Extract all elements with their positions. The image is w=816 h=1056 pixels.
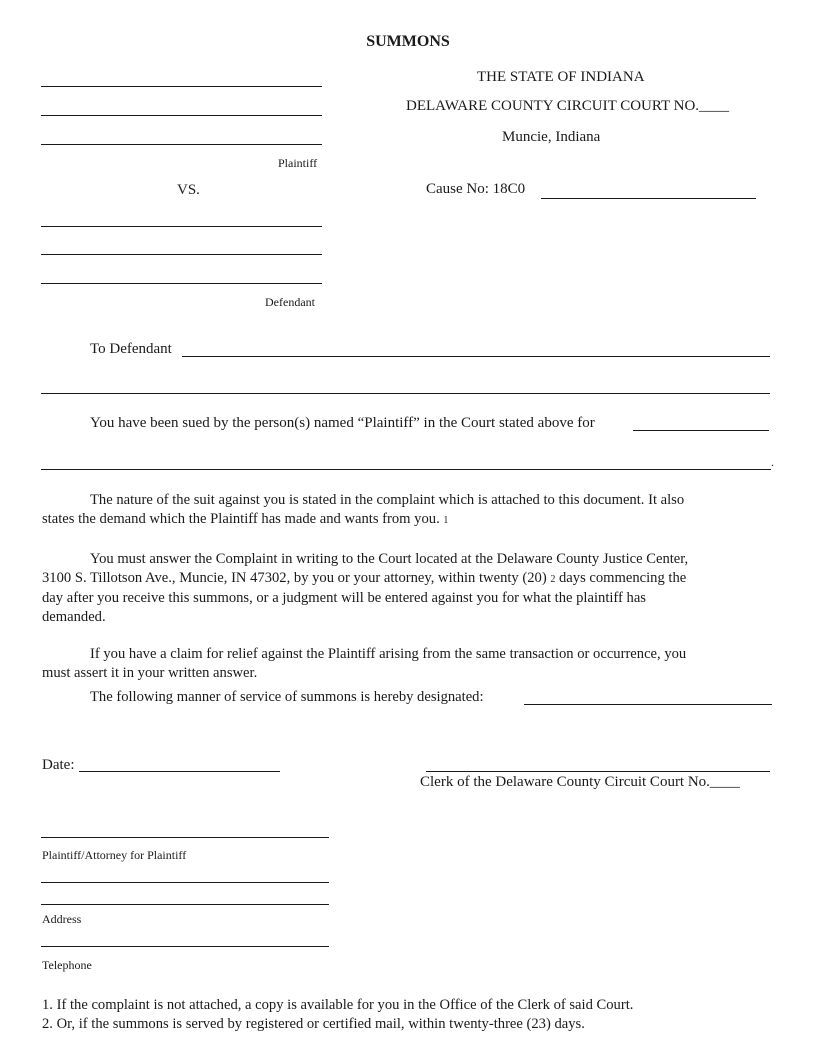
answer-line-4: demanded. bbox=[42, 609, 106, 625]
address-label: Address bbox=[42, 912, 82, 926]
sued-text: You have been sued by the person(s) named “Plaintiff” in the Court stated above for bbox=[90, 415, 595, 431]
footnote-2: 2. Or, if the summons is served by registered or certified mail, within twenty-three (23) days. bbox=[42, 1016, 585, 1032]
telephone-label: Telephone bbox=[42, 958, 92, 972]
nature-paragraph bbox=[42, 491, 778, 530]
service-line[interactable] bbox=[524, 704, 772, 705]
attorney-signature-line[interactable] bbox=[41, 837, 329, 838]
defendant-line-3[interactable] bbox=[41, 283, 322, 284]
plaintiff-label: Plaintiff bbox=[278, 156, 318, 170]
answer-line-1: You must answer the Complaint in writing to the Court located at the Delaware County Justice Center, bbox=[90, 551, 689, 567]
sued-for-period: . bbox=[771, 455, 774, 469]
answer-line-2b: days commencing the bbox=[559, 570, 687, 586]
to-defendant-line-1[interactable] bbox=[182, 356, 770, 357]
court-location: Muncie, Indiana bbox=[502, 129, 601, 145]
claim-line-1: If you have a claim for relief against the Plaintiff arising from the same transaction or occurrence, you bbox=[90, 646, 687, 662]
service-text: The following manner of service of summons is hereby designated: bbox=[90, 689, 484, 705]
defendant-label: Defendant bbox=[265, 295, 315, 309]
vs-label: VS. bbox=[177, 182, 200, 198]
to-defendant-line-2[interactable] bbox=[41, 393, 770, 394]
footnote-1: 1. If the complaint is not attached, a copy is available for you in the Office of the Clerk of said Court. bbox=[42, 997, 634, 1013]
cause-number-line[interactable] bbox=[541, 198, 756, 199]
telephone-line[interactable] bbox=[41, 946, 329, 947]
plaintiff-line-2[interactable] bbox=[41, 115, 322, 116]
to-defendant-label: To Defendant bbox=[90, 341, 172, 357]
footnote-ref-2: 2 bbox=[550, 574, 556, 585]
answer-paragraph bbox=[42, 550, 778, 627]
sued-for-line-1[interactable] bbox=[633, 430, 769, 431]
answer-line-2a: 3100 S. Tillotson Ave., Muncie, IN 47302, by you or your attorney, within twenty (20) bbox=[42, 570, 547, 586]
page-title: SUMMONS bbox=[366, 33, 450, 50]
nature-line-2: states the demand which the Plaintiff has made and wants from you. bbox=[42, 511, 440, 527]
nature-line-1: The nature of the suit against you is stated in the complaint which is attached to this document. It also bbox=[90, 492, 685, 508]
date-line[interactable] bbox=[79, 771, 280, 772]
claim-line-2: must assert it in your written answer. bbox=[42, 665, 258, 681]
footnote-ref-1: 1 bbox=[443, 515, 449, 526]
attorney-label: Plaintiff/Attorney for Plaintiff bbox=[42, 848, 187, 862]
defendant-line-1[interactable] bbox=[41, 226, 322, 227]
court-name: DELAWARE COUNTY CIRCUIT COURT NO.____ bbox=[406, 98, 730, 114]
defendant-line-2[interactable] bbox=[41, 254, 322, 255]
clerk-signature-line[interactable] bbox=[426, 771, 770, 772]
cause-number-label: Cause No: 18C0 bbox=[426, 181, 526, 197]
address-line-1[interactable] bbox=[41, 882, 329, 883]
sued-for-line-2[interactable] bbox=[41, 469, 771, 470]
plaintiff-line-1[interactable] bbox=[41, 86, 322, 87]
court-state: THE STATE OF INDIANA bbox=[477, 69, 645, 85]
claim-paragraph bbox=[42, 645, 778, 683]
date-label: Date: bbox=[42, 757, 75, 773]
clerk-label: Clerk of the Delaware County Circuit Court No.____ bbox=[420, 774, 740, 790]
plaintiff-line-3[interactable] bbox=[41, 144, 322, 145]
address-line-2[interactable] bbox=[41, 904, 329, 905]
answer-line-3: day after you receive this summons, or a judgment will be entered against you for what the plaintiff has bbox=[42, 590, 646, 606]
